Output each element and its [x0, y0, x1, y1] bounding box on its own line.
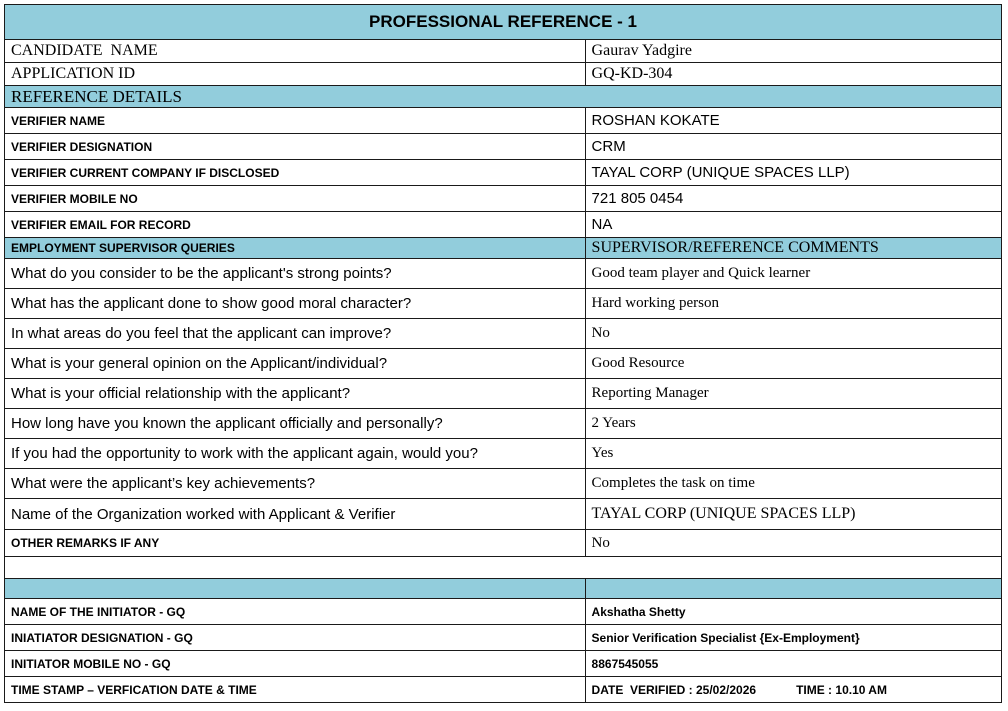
query-answer: Reporting Manager — [585, 379, 1001, 409]
query-question: How long have you known the applicant officially and personally? — [5, 409, 586, 439]
initiator-designation-value: Senior Verification Specialist {Ex-Employment} — [585, 625, 1001, 651]
verifier-email-value: NA — [585, 212, 1001, 238]
queries-header-right: SUPERVISOR/REFERENCE COMMENTS — [585, 238, 1001, 259]
query-answer: Good team player and Quick learner — [585, 259, 1001, 289]
verifier-name-label: VERIFIER NAME — [5, 108, 586, 134]
query-answer: No — [585, 319, 1001, 349]
verifier-name-value: ROSHAN KOKATE — [585, 108, 1001, 134]
initiator-name-value: Akshatha Shetty — [585, 599, 1001, 625]
query-answer: TAYAL CORP (UNIQUE SPACES LLP) — [585, 499, 1001, 530]
verifier-mobile-label: VERIFIER MOBILE NO — [5, 186, 586, 212]
candidate-name-value: Gaurav Yadgire — [585, 40, 1001, 63]
form-title: PROFESSIONAL REFERENCE - 1 — [5, 5, 1002, 40]
blue-spacer-cell-left — [5, 579, 586, 599]
verified-time: TIME : 10.10 AM — [796, 682, 887, 697]
reference-details-heading: REFERENCE DETAILS — [5, 86, 1002, 108]
initiator-mobile-value: 8867545055 — [585, 651, 1001, 677]
queries-header-left: EMPLOYMENT SUPERVISOR QUERIES — [5, 238, 586, 259]
verifier-company-value: TAYAL CORP (UNIQUE SPACES LLP) — [585, 160, 1001, 186]
query-answer: Hard working person — [585, 289, 1001, 319]
timestamp-label: TIME STAMP – VERFICATION DATE & TIME — [5, 677, 586, 703]
query-question: What has the applicant done to show good moral character? — [5, 289, 586, 319]
initiator-designation-label: INIATIATOR DESIGNATION - GQ — [5, 625, 586, 651]
application-id-label: APPLICATION ID — [5, 63, 586, 86]
query-question: What do you consider to be the applicant's strong points? — [5, 259, 586, 289]
empty-spacer-row — [5, 557, 1002, 579]
query-answer: Good Resource — [585, 349, 1001, 379]
verifier-designation-label: VERIFIER DESIGNATION — [5, 134, 586, 160]
reference-form — [4, 4, 1002, 703]
verifier-company-label: VERIFIER CURRENT COMPANY IF DISCLOSED — [5, 160, 586, 186]
verifier-mobile-value: 721 805 0454 — [585, 186, 1001, 212]
query-question: What is your official relationship with the applicant? — [5, 379, 586, 409]
timestamp-value — [585, 677, 1001, 703]
query-answer: Completes the task on time — [585, 469, 1001, 499]
blue-spacer-cell-right — [585, 579, 1001, 599]
query-question: What were the applicant’s key achievements? — [5, 469, 586, 499]
other-remarks-label: OTHER REMARKS IF ANY — [5, 530, 586, 557]
query-question: What is your general opinion on the Applicant/individual? — [5, 349, 586, 379]
application-id-value: GQ-KD-304 — [585, 63, 1001, 86]
verified-date: DATE VERIFIED : 25/02/2026 — [591, 682, 757, 697]
initiator-mobile-label: INITIATOR MOBILE NO - GQ — [5, 651, 586, 677]
query-question: Name of the Organization worked with Applicant & Verifier — [5, 499, 586, 530]
query-answer: Yes — [585, 439, 1001, 469]
verifier-designation-value: CRM — [585, 134, 1001, 160]
query-question: If you had the opportunity to work with the applicant again, would you? — [5, 439, 586, 469]
candidate-name-label: CANDIDATE NAME — [5, 40, 586, 63]
reference-table — [4, 4, 1002, 703]
verifier-email-label: VERIFIER EMAIL FOR RECORD — [5, 212, 586, 238]
query-question: In what areas do you feel that the applicant can improve? — [5, 319, 586, 349]
initiator-name-label: NAME OF THE INITIATOR - GQ — [5, 599, 586, 625]
query-answer: 2 Years — [585, 409, 1001, 439]
other-remarks-value: No — [585, 530, 1001, 557]
